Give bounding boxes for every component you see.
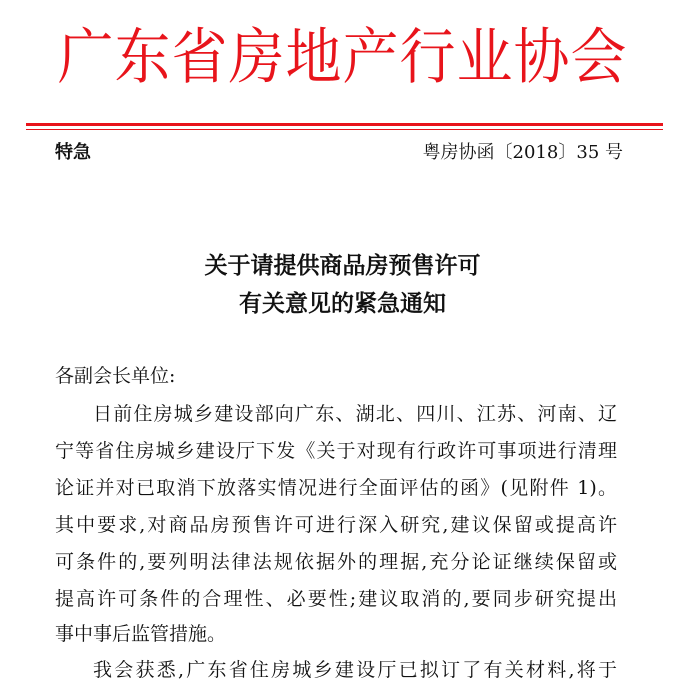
body-text-line: 我会获悉,广东省住房城乡建设厅已拟订了有关材料,将于 [93, 659, 617, 681]
body-text-line: 宁等省住房城乡建设厅下发《关于对现有行政许可事项进行清理 [55, 440, 617, 462]
header-divider-thin [26, 129, 663, 130]
body-text-line: 其中要求,对商品房预售许可进行深入研究,建议保留或提高许 [55, 514, 617, 536]
issuing-organization-title: 广东省房地产行业协会 [57, 22, 628, 93]
document-title-line-1: 关于请提供商品房预售许可 [204, 252, 481, 279]
urgency-label: 特急 [55, 142, 91, 163]
header-divider-thick [26, 123, 663, 126]
body-text-line: 事中事后监管措施。 [55, 623, 227, 645]
body-text-line: 论证并对已取消下放落实情况进行全面评估的函》(见附件 1)。 [55, 477, 617, 499]
document-title-line-2: 有关意见的紧急通知 [239, 290, 446, 317]
document-number: 粤房协函〔2018〕35 号 [422, 142, 623, 163]
body-text-line: 日前住房城乡建设部向广东、湖北、四川、江苏、河南、辽 [93, 403, 617, 425]
body-text-line: 可条件的,要列明法律法规依据外的理据,充分论证继续保留或 [55, 551, 617, 573]
body-text-line: 提高许可条件的合理性、必要性;建议取消的,要同步研究提出 [55, 588, 617, 610]
salutation: 各副会长单位: [55, 365, 176, 387]
